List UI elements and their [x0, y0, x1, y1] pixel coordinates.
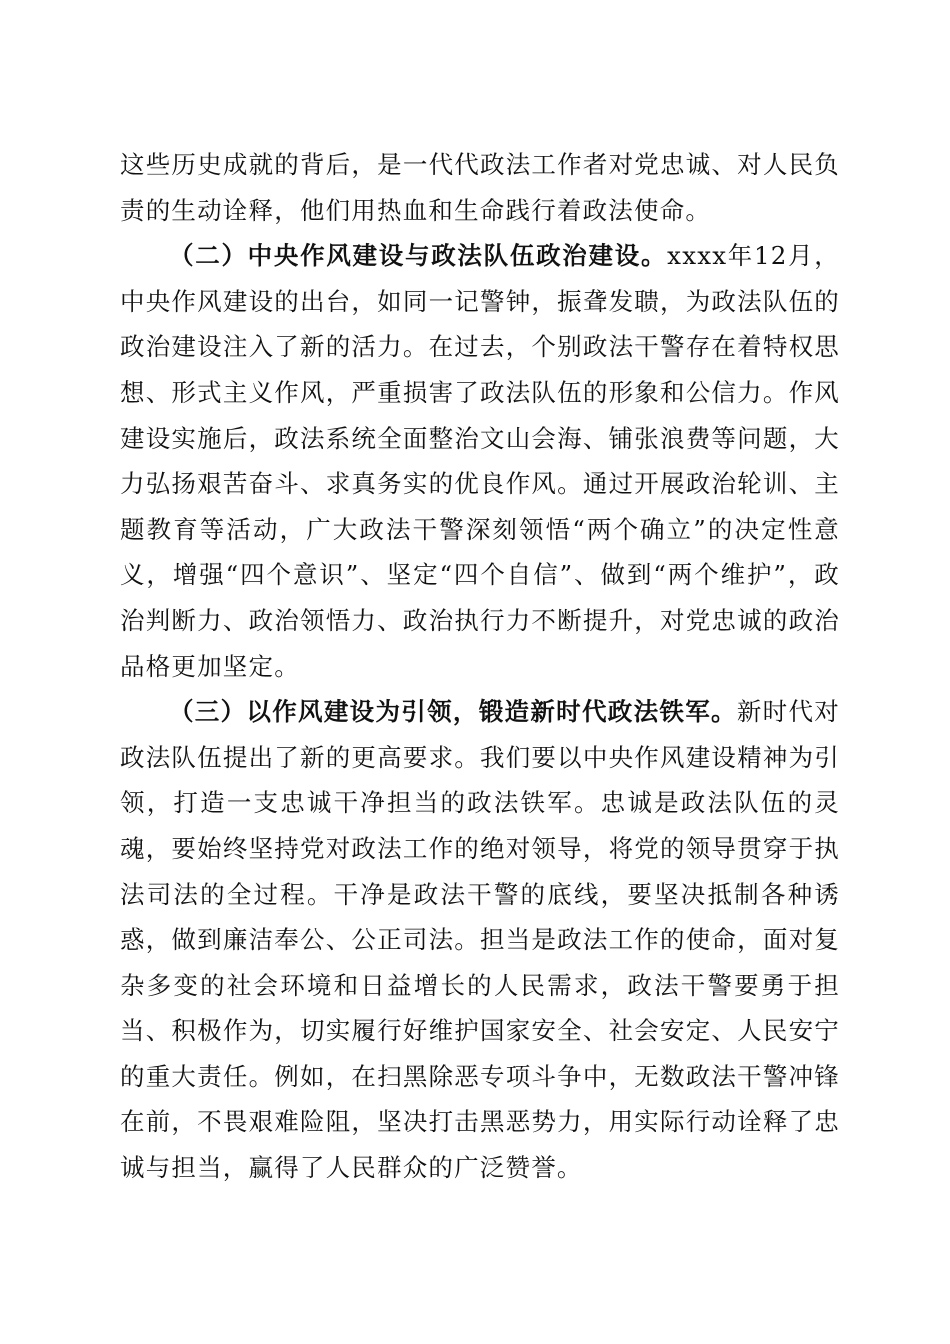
- paragraph-section-two: [120, 233, 840, 689]
- paragraph-continuation: [120, 142, 840, 233]
- section-heading-three: （三）以作风建设为引领，锻造新时代政法铁军。: [169, 697, 737, 727]
- paragraph-text: 这些历史成就的背后，是一代代政法工作者对党忠诚、对人民负责的生动诠释，他们用热血和生命践行着政法使命。: [120, 150, 840, 225]
- paragraph-section-three: [120, 689, 840, 1191]
- document-body: [120, 142, 840, 1191]
- paragraph-text: 新时代对政法队伍提出了新的更高要求。我们要以中央作风建设精神为引领，打造一支忠诚干净担当的政法铁军。忠诚是政法队伍的灵魂，要始终坚持党对政法工作的绝对领导，将党的领导贯穿于执法司法的全过程。干净是政法干警的底线，要坚决抵制各种诱惑，做到廉洁奉公、公正司法。担当是政法工作的使命，面对复杂多变的社会环境和日益增长的人民需求，政法干警要勇于担当、积极作为，切实履行好维护国家安全、社会安定、人民安宁的重大责任。例如，在扫黑除恶专项斗争中，无数政法干警冲锋在前，不畏艰难险阻，坚决打击黑恶势力，用实际行动诠释了忠诚与担当，赢得了人民群众的广泛赞誉。: [120, 697, 840, 1183]
- section-heading-two: （二）中央作风建设与政法队伍政治建设。: [169, 241, 668, 271]
- paragraph-text: xxxx年12月，中央作风建设的出台，如同一记警钟，振聋发聩，为政法队伍的政治建设注入了新的活力。在过去，个别政法干警存在着特权思想、形式主义作风，严重损害了政法队伍的形象和公信力。作风建设实施后，政法系统全面整治文山会海、铺张浪费等问题，大力弘扬艰苦奋斗、求真务实的优良作风。通过开展政治轮训、主题教育等活动，广大政法干警深刻领悟“两个确立”的决定性意义，增强“四个意识”、坚定“四个自信”、做到“两个维护”，政治判断力、政治领悟力、政治执行力不断提升，对党忠诚的政治品格更加坚定。: [120, 241, 840, 681]
